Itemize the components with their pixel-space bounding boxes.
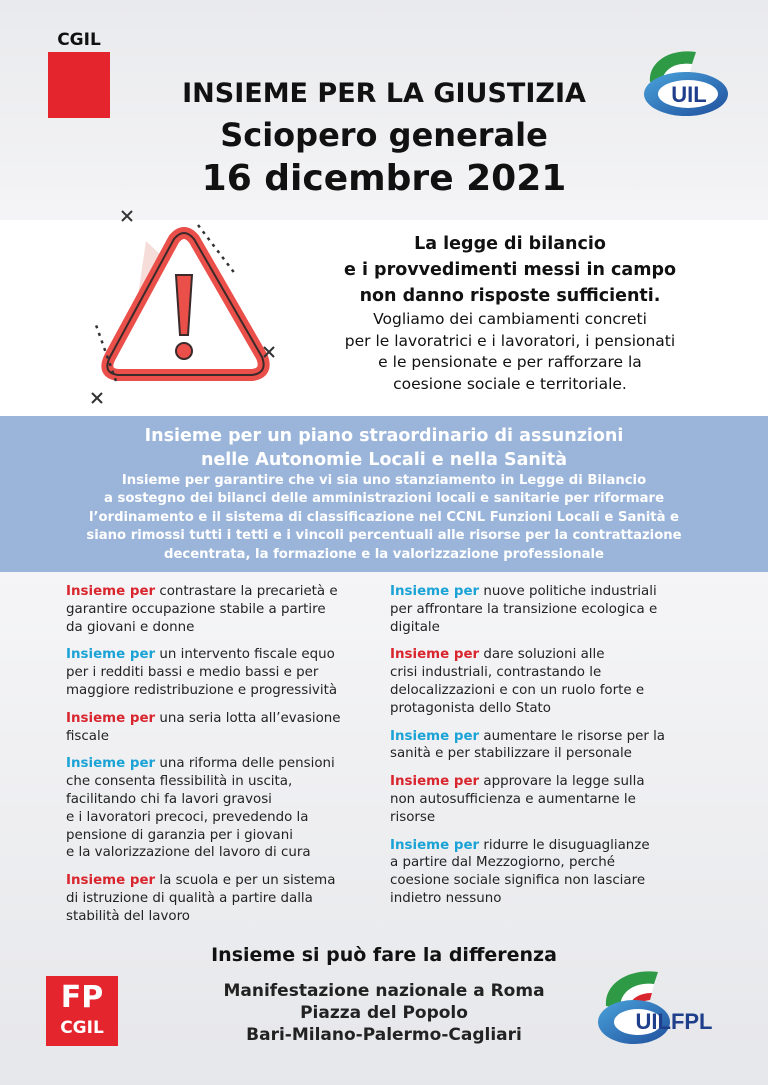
list-item [66, 583, 386, 636]
item-line: garantire occupazione stabile a partire [66, 601, 326, 617]
uil-logo-text: UIL [671, 82, 707, 107]
item-line: per i redditi bassi e medio bassi e per [66, 665, 319, 681]
intro-line: coesione sociale e territoriale. [393, 374, 627, 393]
slogan: Insieme si può fare la differenza [211, 944, 557, 966]
list-item [66, 710, 386, 746]
sparkle-top-left-icon [122, 211, 132, 221]
item-line: facilitando chi fa lavori gravosi [66, 791, 272, 807]
band-text-line: Insieme per garantire che vi sia uno stanziamento in Legge di Bilancio [121, 473, 647, 488]
uilfpl-logo [594, 966, 730, 1050]
item-line: che consenta flessibilità in uscita, [66, 774, 293, 790]
keyword-insieme-per: Insieme per [66, 873, 156, 889]
sparkle-bottom-left-icon [92, 393, 102, 403]
keyword-insieme-per: Insieme per [66, 647, 156, 663]
item-line: a partire dal Mezzogiorno, perché [390, 855, 615, 871]
title-line-3: 16 dicembre 2021 [201, 158, 567, 199]
item-text: dare soluzioni alle [479, 647, 605, 663]
band-text-line: decentrata, la formazione e la valorizzazione professionale [164, 546, 604, 562]
uilfpl-logo-text: UILFPL [635, 1009, 713, 1034]
keyword-insieme-per: Insieme per [390, 774, 480, 790]
keyword-insieme-per: Insieme per [66, 756, 156, 772]
item-text: ridurre le disuguaglianze [479, 837, 650, 853]
exclamation-dot [176, 343, 192, 359]
list-item [66, 755, 386, 862]
keyword-insieme-per: Insieme per [390, 584, 480, 599]
item-line: non autosufficienza e aumentarne le [390, 791, 636, 807]
item-text: una riforma delle pensioni [155, 756, 335, 772]
exclamation-bar [176, 275, 192, 335]
list-item [66, 646, 386, 699]
band-title-line: nelle Autonomie Locali e nella Sanità [200, 450, 568, 470]
cgil-logo-text: CGIL [57, 30, 101, 50]
item-text: la scuola e per un sistema [155, 873, 336, 889]
item-line: stabilità del lavoro [66, 908, 190, 924]
item-line: protagonista dello Stato [390, 700, 551, 716]
intro-line: Vogliamo dei cambiamenti concreti [373, 310, 647, 328]
item-line: indietro nessuno [390, 890, 502, 906]
item-line: maggiore redistribuzione e progressività [66, 682, 338, 698]
warning-triangle-icon [86, 205, 296, 415]
item-line: coesione sociale significa non lasciare [390, 873, 646, 889]
title-line-1: INSIEME PER LA GIUSTIZIA [182, 78, 586, 109]
item-line: delocalizzazioni e con un ruolo forte e [390, 682, 645, 698]
intro-bold-line: e i provvedimenti messi in campo [343, 260, 676, 280]
item-text: un intervento fiscale equo [155, 647, 335, 663]
intro-text-block [270, 231, 750, 395]
band-text-line: l’ordinamento e il sistema di classificazione nel CCNL Funzioni Locali e Sanità e [88, 509, 680, 525]
item-line: per affrontare la transizione ecologica e [390, 601, 658, 617]
item-line: e i lavoratori precoci, prevedendo la [66, 809, 309, 825]
fp-logo-text: FP [60, 980, 104, 1015]
item-line: crisi industriali, contrastando le [390, 665, 602, 681]
list-item [390, 583, 720, 636]
item-line: fiscale [66, 728, 109, 744]
list-item [390, 646, 720, 717]
keyword-insieme-per: Insieme per [390, 647, 480, 663]
list-item [390, 728, 720, 764]
item-text: una seria lotta all’evasione [155, 710, 341, 726]
fp-cgil-logo-text: CGIL [60, 1018, 104, 1038]
list-item [390, 773, 720, 826]
band-title-line: Insieme per un piano straordinario di assunzioni [144, 426, 624, 446]
band-text [30, 472, 738, 564]
item-line: sanità e per stabilizzare il personale [390, 746, 632, 762]
item-text: contrastare la precarietà e [155, 584, 338, 599]
intro-line: per le lavoratrici e i lavoratori, i pensionati [344, 331, 676, 350]
right-demands-column [390, 583, 720, 918]
keyword-insieme-per: Insieme per [390, 837, 480, 853]
intro-bold-line: La legge di bilancio [414, 234, 606, 254]
item-text: aumentare le risorse per la [479, 728, 666, 744]
band-title [40, 424, 728, 472]
left-demands-column [66, 583, 386, 936]
keyword-insieme-per: Insieme per [66, 710, 156, 726]
intro-line: e le pensionate e per rafforzare la [378, 353, 642, 371]
item-line: risorse [390, 809, 436, 825]
keyword-insieme-per: Insieme per [66, 584, 156, 599]
item-line: pensione di garanzia per i giovani [66, 827, 293, 843]
item-line: di istruzione di qualità a partire dalla [66, 890, 313, 906]
event-line: Manifestazione nazionale a Roma [223, 981, 545, 1001]
assunzioni-band [0, 416, 768, 572]
fp-cgil-logo [46, 976, 118, 1046]
keyword-insieme-per: Insieme per [390, 728, 480, 744]
event-details [170, 980, 598, 1046]
list-item [390, 837, 720, 908]
title-line-2: Sciopero generale [220, 116, 548, 154]
list-item [66, 872, 386, 925]
item-line: digitale [390, 619, 440, 635]
band-text-line: a sostegno dei bilanci delle amministrazioni locali e sanitarie per riformare [103, 491, 665, 507]
event-line: Bari-Milano-Palermo-Cagliari [246, 1025, 522, 1045]
item-text: approvare la legge sulla [479, 774, 645, 790]
intro-bold-line: non danno risposte sufficienti. [359, 286, 661, 306]
item-text: nuove politiche industriali [479, 584, 657, 599]
event-line: Piazza del Popolo [300, 1003, 468, 1023]
band-text-line: siano rimossi tutti i tetti e i vincoli percentuali alle risorse per la contrattazione [86, 528, 682, 544]
item-line: e la valorizzazione del lavoro di cura [66, 845, 311, 861]
item-line: da giovani e donne [66, 619, 195, 635]
